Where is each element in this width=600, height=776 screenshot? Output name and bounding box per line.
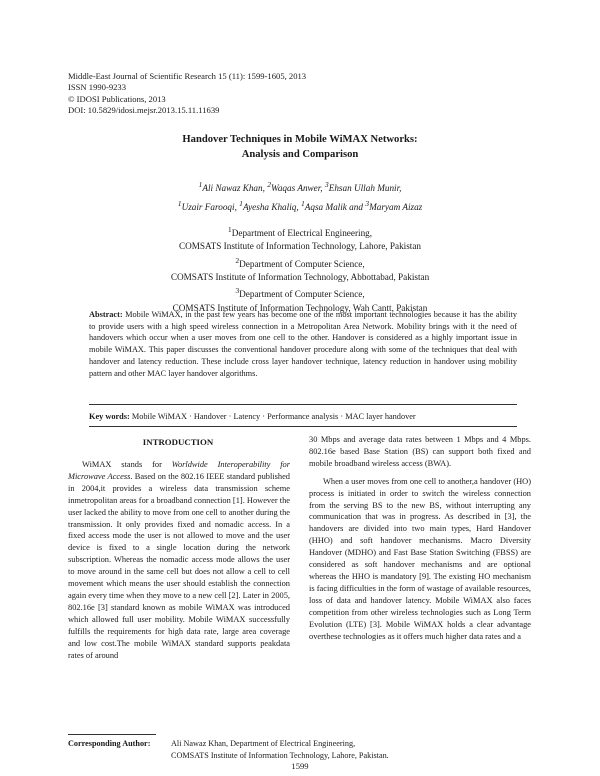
- title-line-2: Analysis and Comparison: [241, 149, 359, 160]
- corresponding-line-2: COMSATS Institute of Information Technology, Lahore, Pakistan.: [171, 750, 389, 760]
- divider: [89, 404, 517, 405]
- affil-dept: Department of Electrical Engineering,: [231, 228, 373, 239]
- author-sup: 1: [300, 199, 305, 209]
- section-heading: INTRODUCTION: [142, 437, 214, 447]
- intro-italic: Worldwide Interoperability for Microwave Access: [68, 460, 290, 481]
- author-name: Waqas Anwer,: [271, 183, 325, 194]
- author-name: Ayesha Khaliq,: [243, 202, 301, 213]
- journal-citation: Middle-East Journal of Scientific Research 15 (11): 1599-1605, 2013: [68, 71, 307, 81]
- author-name: Uzair Farooqi,: [181, 202, 240, 213]
- author-sup: 3: [324, 180, 329, 189]
- page-number: 1599: [291, 761, 309, 771]
- keywords-label: Key words:: [89, 412, 130, 421]
- author-sup: 2: [267, 180, 272, 189]
- affiliation-dept: [0, 254, 600, 271]
- affiliation-inst: COMSATS Institute of Information Technology, Abbottabad, Pakistan: [170, 272, 430, 283]
- corresponding-line-1: Ali Nawaz Khan, Department of Electrical Engineering,: [171, 739, 356, 748]
- keywords: [89, 412, 416, 421]
- right-paragraph-1: 30 Mbps and average data rates between 1 Mbps and 4 Mbps. 802.16e based Base Station (BS) can support both fixed and mobile broadband wireless access (BWA).: [309, 435, 531, 468]
- affiliation-inst: COMSATS Institute of Information Technology, Lahore, Pakistan: [178, 241, 422, 252]
- journal-doi: DOI: 10.5829/idosi.mejsr.2013.15.11.11639: [68, 104, 220, 115]
- journal-header: [68, 71, 306, 116]
- author-sup: 1: [239, 199, 243, 209]
- author-name: Maryam Aizaz: [369, 202, 423, 213]
- journal-issn: ISSN 1990-9233: [68, 82, 127, 93]
- intro-text: . Based on the 802.16 IEEE standard published in 2004,it provides a wireless data transmission scheme inmetropolitan areas for a broadband connection [1]. However the user lacked the ability to move from one cell to another during the transmission. It only provides fixed and nomadic access. In a fixed access mode the user is not allowed to move and the user device is fixed to a single location during the network subscription. Whereas the nomadic access mode allows the user to move around in the same cell but does not allow a cell to cell movement which means the user should establish the connection again every time when they move to a new cell [2]. Later in 2005, 802.16e [3] standard known as mobile WiMAX was introduced which allowed full user mobility. Mobile WiMAX successfully fulfills the requirements for high data rate, large area coverage and low cost.The mobile WiMAX standard supports peakdata rates of around: [68, 471, 290, 660]
- author-sup: 1: [198, 180, 203, 189]
- affil-dept: Department of Computer Science,: [239, 289, 365, 300]
- author-name: Ehsan Ullah Munir,: [328, 183, 402, 194]
- affil-sup: 2: [235, 255, 240, 265]
- affil-dept: Department of Computer Science,: [239, 258, 365, 269]
- right-paragraph-2: When a user moves from one cell to another,a handover (HO) process is initiated in order to switch the wireless connection from the serving BS to the new BS, without interrupting any communication that was in progress. As described in [3], the handovers are divided into two main types, Hard Handover (HHO) and soft handover mechanisms. Macro Diversity Handover (MDHO) and Fast Base Station Switching (FBSS) are considered as soft handover mechanisms and are optional whereas the HHO is mandatory [9]. The existing HO mechanism is facing difficulties in the form of wastage of available resources, loss of data and handover latency. Mobile WiMAX also faces competition from other wireless technologies such as Long Term Evolution (LTE) [3]. Mobile WiMAX holds a clear advantage overthese technologies as it offers much higher data rates and a: [309, 476, 531, 641]
- intro-text: WiMAX stands for: [82, 460, 172, 469]
- keywords-text: Mobile WiMAX · Handover · Latency · Performance analysis · MAC layer handover: [131, 412, 416, 421]
- author-list: [0, 177, 600, 215]
- affil-sup: 3: [235, 286, 240, 296]
- author-line-1: [0, 177, 600, 196]
- affil-sup: 1: [227, 225, 232, 234]
- corresponding-label: Corresponding Author:: [68, 739, 151, 748]
- right-column: [309, 434, 531, 642]
- title-line-1: Handover Techniques in Mobile WiMAX Networks:: [182, 134, 418, 145]
- author-line-2: [0, 196, 600, 215]
- abstract-label: Abstract:: [89, 310, 123, 319]
- left-column: [68, 459, 290, 661]
- author-sup: 1: [177, 199, 182, 209]
- abstract: [89, 309, 517, 379]
- journal-copyright: © IDOSI Publications, 2013: [68, 93, 166, 104]
- intro-paragraph: [68, 459, 290, 661]
- affiliation-inst: COMSATS Institute of Information Technology, Wah Cantt, Pakistan: [172, 302, 428, 313]
- abstract-text: Mobile WiMAX, in the past few years has become one of the most important technologies because it has the ability to provide users with a high speed wireless connection in a Metropolitan Area Network. Mobility brings with it the need of handovers which occur when a user moves from one cell to the other. Handover is considered as a highly important issue in mobile WiMAX. This paper discusses the conventional handover procedure along with some of the techniques that deal with handover and latency reduction. These include cross layer handover technique, latency reduction in handover using mobility pattern and other MAC layer handover algorithms.: [89, 310, 517, 378]
- author-name: Ali Nawaz Khan,: [202, 183, 268, 194]
- corresponding-author: [68, 738, 389, 761]
- affiliations: [0, 223, 600, 315]
- divider: [89, 426, 517, 427]
- affiliation-dept: [0, 223, 600, 240]
- author-name: Aqsa Malik and: [304, 202, 366, 213]
- affiliation-dept: [0, 284, 600, 301]
- author-sup: 3: [365, 199, 370, 209]
- paper-title: [0, 132, 600, 162]
- footnote-rule: [68, 734, 156, 735]
